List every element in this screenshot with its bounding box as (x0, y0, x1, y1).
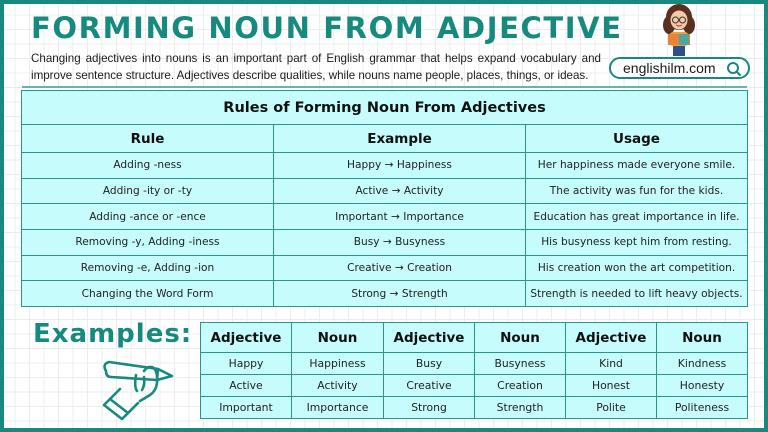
page-title: FORMING NOUN FROM ADJECTIVE (31, 11, 623, 45)
girl-reading-book-icon (655, 3, 703, 61)
example-cell: Creative → Creation (274, 255, 526, 281)
rule-cell: Removing -e, Adding -ion (22, 255, 274, 281)
examples-heading: Examples: (33, 319, 193, 349)
table-row (22, 204, 748, 230)
column-header-example: Example (274, 125, 526, 153)
examples-table (200, 322, 748, 419)
hand-writing-pencil-icon (100, 355, 176, 425)
table-row (22, 230, 748, 256)
usage-cell: Her happiness made everyone smile. (526, 153, 748, 179)
noun-cell: Importance (292, 397, 384, 419)
noun-cell: Politeness (657, 397, 748, 419)
search-icon[interactable] (726, 61, 742, 81)
adjective-cell: Important (201, 397, 292, 419)
adjective-cell: Creative (384, 375, 475, 397)
rules-table (21, 90, 748, 307)
adjective-cell: Polite (566, 397, 657, 419)
table-row (22, 153, 748, 179)
noun-cell: Creation (475, 375, 566, 397)
rule-cell: Adding -ness (22, 153, 274, 179)
column-header-usage: Usage (526, 125, 748, 153)
column-header-noun: Noun (657, 323, 748, 353)
noun-cell: Happiness (292, 353, 384, 375)
column-header-adjective: Adjective (566, 323, 657, 353)
column-header-adjective: Adjective (384, 323, 475, 353)
usage-cell: Education has great importance in life. (526, 204, 748, 230)
table-row (22, 178, 748, 204)
rule-cell: Changing the Word Form (22, 281, 274, 307)
example-cell: Busy → Busyness (274, 230, 526, 256)
adjective-cell: Strong (384, 397, 475, 419)
usage-cell: His busyness kept him from resting. (526, 230, 748, 256)
usage-cell: Strength is needed to lift heavy objects. (526, 281, 748, 307)
adjective-cell: Happy (201, 353, 292, 375)
column-header-noun: Noun (292, 323, 384, 353)
table-row (201, 375, 748, 397)
column-header-noun: Noun (475, 323, 566, 353)
example-cell: Strong → Strength (274, 281, 526, 307)
usage-cell: His creation won the art competition. (526, 255, 748, 281)
header-divider (22, 86, 747, 88)
site-url-text: englishilm.com (623, 60, 716, 76)
adjective-cell: Honest (566, 375, 657, 397)
usage-cell: The activity was fun for the kids. (526, 178, 748, 204)
site-url-search[interactable] (609, 57, 750, 79)
table-row (201, 353, 748, 375)
table-row (22, 255, 748, 281)
noun-cell: Activity (292, 375, 384, 397)
noun-cell: Busyness (475, 353, 566, 375)
rule-cell: Removing -y, Adding -iness (22, 230, 274, 256)
noun-cell: Kindness (657, 353, 748, 375)
rule-cell: Adding -ity or -ty (22, 178, 274, 204)
example-cell: Active → Activity (274, 178, 526, 204)
table-row (22, 281, 748, 307)
column-header-rule: Rule (22, 125, 274, 153)
noun-cell: Honesty (657, 375, 748, 397)
intro-paragraph: Changing adjectives into nouns is an important part of English grammar that helps expand vocabulary and improve sentence structure. Adjectives describe qualities, while nouns name people, places, things, or ideas. (31, 52, 601, 82)
noun-cell: Strength (475, 397, 566, 419)
table-row (201, 397, 748, 419)
example-cell: Happy → Happiness (274, 153, 526, 179)
adjective-cell: Kind (566, 353, 657, 375)
adjective-cell: Busy (384, 353, 475, 375)
example-cell: Important → Importance (274, 204, 526, 230)
adjective-cell: Active (201, 375, 292, 397)
column-header-adjective: Adjective (201, 323, 292, 353)
rules-table-caption: Rules of Forming Noun From Adjectives (22, 91, 748, 125)
rule-cell: Adding -ance or -ence (22, 204, 274, 230)
